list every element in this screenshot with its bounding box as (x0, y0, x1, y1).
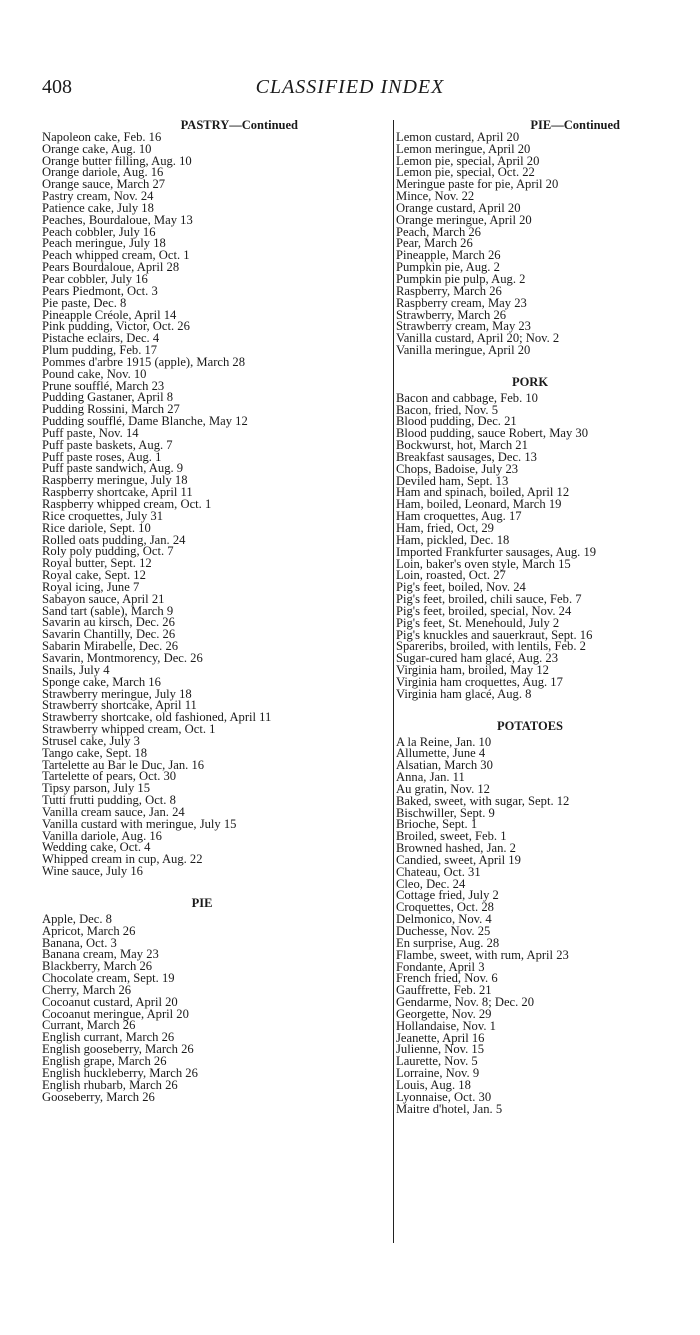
index-entry: Royal cake, Sept. 12 (42, 568, 146, 583)
index-entry: Strawberry meringue, July 18 (42, 686, 192, 701)
index-entry: Raspberry, March 26 (396, 283, 502, 298)
index-entry: Deviled ham, Sept. 13 (396, 473, 509, 488)
index-entry: Banana cream, May 23 (42, 947, 159, 962)
index-entry: Orange butter filling, Aug. 10 (42, 153, 192, 168)
index-entry: Ham and spinach, boiled, April 12 (396, 485, 570, 500)
index-entry: Pumpkin pie, Aug. 2 (396, 260, 500, 275)
index-entry: Peach meringue, July 18 (42, 236, 166, 251)
index-entry: Wine sauce, July 16 (42, 864, 143, 879)
index-entry: Peach whipped cream, Oct. 1 (42, 248, 190, 263)
index-entry: Strawberry cream, May 23 (396, 319, 531, 334)
index-entry: Pineapple, March 26 (396, 248, 501, 263)
index-entry: Vanilla custard with meringue, July 15 (42, 816, 237, 831)
index-entry: Strawberry whipped cream, Oct. 1 (42, 722, 216, 737)
index-entry: Pound cake, Nov. 10 (42, 366, 147, 381)
index-entry: Tartelette au Bar le Duc, Jan. 16 (42, 757, 205, 772)
index-entry: Duchesse, Nov. 25 (396, 924, 491, 938)
index-entry: Ham, pickled, Dec. 18 (396, 532, 510, 547)
index-entry: Sugar-cured ham glacé, Aug. 23 (396, 651, 559, 666)
index-entry: Tango cake, Sept. 18 (42, 745, 148, 760)
index-entry: Ham croquettes, Aug. 17 (396, 509, 522, 524)
index-entry: Baked, sweet, with sugar, Sept. 12 (396, 793, 570, 808)
index-entry: Raspberry cream, May 23 (396, 295, 527, 310)
index-entry: Pie paste, Dec. 8 (42, 295, 127, 310)
right-column (393, 120, 664, 1243)
index-entry: Pumpkin pie pulp, Aug. 2 (396, 271, 526, 286)
index-entry: Broiled, sweet, Feb. 1 (396, 829, 507, 844)
index-entry: Bacon and cabbage, Feb. 10 (396, 390, 538, 405)
index-entry: Virginia ham croquettes, Aug. 17 (396, 674, 563, 689)
index-entry: Pig's feet, broiled, special, Nov. 24 (396, 603, 572, 618)
index-entry: Strusel cake, July 3 (42, 733, 140, 748)
index-entry: Georgette, Nov. 29 (396, 1006, 492, 1021)
index-entry: Delmonico, Nov. 4 (396, 912, 492, 927)
index-entry: Rice dariole, Sept. 10 (42, 520, 151, 535)
index-entry: Cleo, Dec. 24 (396, 876, 466, 891)
index-entry: Imported Frankfurter sausages, Aug. 19 (396, 544, 597, 559)
section-gap (396, 357, 664, 377)
index-entry: Lemon pie, special, April 20 (396, 153, 540, 168)
index-entry: Mince, Nov. 22 (396, 189, 475, 204)
index-entry: Apple, Dec. 8 (42, 911, 112, 926)
index-entry: Bockwurst, hot, March 21 (396, 438, 528, 453)
index-entry: Sabarin Mirabelle, Dec. 26 (42, 639, 179, 654)
index-entry: Wedding cake, Oct. 4 (42, 840, 151, 855)
index-entry: Vanilla dariole, Aug. 16 (42, 828, 162, 843)
index-entry: Fondante, April 3 (396, 959, 485, 974)
index-entry: Strawberry shortcake, old fashioned, April 11 (42, 710, 272, 725)
index-entry: Brioche, Sept. 1 (396, 817, 478, 832)
index-entry: Hollandaise, Nov. 1 (396, 1018, 496, 1033)
index-entry: Lemon pie, special, Oct. 22 (396, 165, 535, 180)
index-entry: Savarin au kirsch, Dec. 26 (42, 615, 175, 630)
index-entry: Savarin, Montmorency, Dec. 26 (42, 650, 203, 665)
index-entry: Lorraine, Nov. 9 (396, 1066, 480, 1081)
index-entry: Cherry, March 26 (42, 982, 132, 997)
index-entry: Snails, July 4 (42, 662, 110, 677)
index-entry: Pudding Gastaner, April 8 (42, 390, 174, 405)
index-entry: Sand tart (sable), March 9 (42, 603, 174, 618)
index-entry: Peach cobbler, July 16 (42, 224, 156, 239)
index-entry: Pastry cream, Nov. 24 (42, 189, 154, 204)
index-entry: Peach, March 26 (396, 224, 481, 239)
index-entry: Julienne, Nov. 15 (396, 1042, 485, 1057)
index-entry: Pommes d'arbre 1915 (apple), March 28 (42, 354, 246, 369)
index-entry: Chocolate cream, Sept. 19 (42, 971, 175, 986)
index-entry: Tutti frutti pudding, Oct. 8 (42, 793, 176, 808)
index-entry: Raspberry meringue, July 18 (42, 473, 188, 488)
index-entry: Blackberry, March 26 (42, 959, 153, 974)
index-entry: Ham, boiled, Leonard, March 19 (396, 497, 562, 512)
index-entry: Bischwiller, Sept. 9 (396, 805, 495, 820)
index-entry: Breakfast sausages, Dec. 13 (396, 449, 537, 464)
index-entry: Gauffrette, Feb. 21 (396, 983, 492, 998)
index-entry: Browned hashed, Jan. 2 (396, 841, 516, 856)
index-entry: English currant, March 26 (42, 1030, 175, 1045)
index-entry: Lemon meringue, April 20 (396, 141, 531, 156)
section-gap (396, 701, 664, 721)
index-entry: En surprise, Aug. 28 (396, 935, 500, 950)
index-entry: English rhubarb, March 26 (42, 1077, 178, 1092)
index-entry: Bacon, fried, Nov. 5 (396, 402, 499, 417)
index-entry: Strawberry, March 26 (396, 307, 507, 322)
index-entry: Puff paste sandwich, Aug. 9 (42, 461, 184, 476)
index-entry: Louis, Aug. 18 (396, 1077, 471, 1092)
index-entry: Vanilla cream sauce, Jan. 24 (42, 804, 185, 819)
index-entry: Orange dariole, Aug. 16 (42, 165, 164, 180)
index-entry: Pineapple Créole, April 14 (42, 307, 177, 322)
index-entry: Pistache eclairs, Dec. 4 (42, 331, 160, 346)
index-entry: Puff paste roses, Aug. 1 (42, 449, 162, 464)
index-entry: Virginia ham glacé, Aug. 8 (396, 686, 532, 701)
index-entry: Lemon custard, April 20 (396, 129, 520, 144)
index-entry: Ham, fried, Oct, 29 (396, 521, 494, 535)
index-entry: Virginia ham, broiled, May 12 (396, 663, 549, 678)
index-entry: Rice croquettes, July 31 (42, 508, 164, 523)
index-entry: Orange meringue, April 20 (396, 212, 532, 227)
index-entry: French fried, Nov. 6 (396, 971, 498, 986)
index-entry: Sponge cake, March 16 (42, 674, 161, 689)
index-entry: Orange sauce, March 27 (42, 177, 166, 192)
section-gap (42, 878, 362, 898)
index-entry: Raspberry shortcake, April 11 (42, 485, 193, 500)
index-entry: Savarin Chantilly, Dec. 26 (42, 627, 176, 642)
index-entry: Pears Bourdaloue, April 28 (42, 260, 180, 275)
index-entry: Pig's feet, boiled, Nov. 24 (396, 580, 526, 595)
index-entry: Royal butter, Sept. 12 (42, 556, 152, 571)
index-entry: Lyonnaise, Oct. 30 (396, 1089, 492, 1104)
index-entry: Currant, March 26 (42, 1018, 136, 1033)
index-entry: Pears Piedmont, Oct. 3 (42, 283, 158, 298)
index-entry: Pig's knuckles and sauerkraut, Sept. 16 (396, 627, 593, 642)
index-entry: Cocoanut meringue, April 20 (42, 1006, 189, 1021)
index-entry: Chops, Badoise, July 23 (396, 461, 519, 476)
section-heading: PIE (191, 896, 213, 910)
index-entry: Patience cake, July 18 (42, 200, 154, 215)
section-heading: POTATOES (497, 718, 563, 733)
index-entry: Meringue paste for pie, April 20 (396, 177, 559, 192)
index-entry: Apricot, March 26 (42, 923, 136, 938)
index-entry: Maitre d'hotel, Jan. 5 (396, 1101, 503, 1116)
page-number: 408 (42, 76, 72, 98)
index-entry: Raspberry whipped cream, Oct. 1 (42, 497, 212, 511)
index-entry: Whipped cream in cup, Aug. 22 (42, 852, 203, 867)
index-entry: Loin, baker's oven style, March 15 (396, 556, 571, 571)
left-column (42, 120, 362, 1103)
index-entry: Orange cake, Aug. 10 (42, 141, 152, 156)
index-entry: Pear cobbler, July 16 (42, 271, 148, 286)
index-entry: Pudding Rossini, March 27 (42, 402, 180, 417)
index-entry: Napoleon cake, Feb. 16 (42, 129, 162, 144)
index-entry: Chateau, Oct. 31 (396, 864, 481, 879)
section-heading: PIE—Continued (530, 118, 620, 132)
section-heading: PORK (511, 374, 549, 389)
running-head: CLASSIFIED INDEX (255, 76, 445, 98)
index-entry: Peaches, Bourdaloue, May 13 (42, 212, 193, 227)
index-entry: Vanilla custard, April 20; Nov. 2 (396, 331, 560, 346)
index-entry: Sabayon sauce, April 21 (42, 591, 165, 606)
index-entry: Loin, roasted, Oct. 27 (396, 568, 506, 583)
index-entry: Rolled oats pudding, Jan. 24 (42, 532, 186, 547)
index-entry: Au gratin, Nov. 12 (396, 781, 490, 796)
index-entry: Tipsy parson, July 15 (42, 781, 150, 796)
index-entry: Plum pudding, Feb. 17 (42, 343, 158, 358)
index-entry: Vanilla meringue, April 20 (396, 343, 531, 358)
index-entry: Puff paste, Nov. 14 (42, 425, 139, 440)
index-entry: Cottage fried, July 2 (396, 888, 499, 903)
index-entry: Pink pudding, Victor, Oct. 26 (42, 319, 190, 334)
index-entry: Banana, Oct. 3 (42, 935, 117, 950)
index-entry: Flambe, sweet, with rum, April 23 (396, 947, 569, 962)
index-entry: Gendarme, Nov. 8; Dec. 20 (396, 995, 535, 1010)
index-entry: Croquettes, Oct. 28 (396, 900, 494, 915)
index-entry: Roly poly pudding, Oct. 7 (42, 544, 174, 559)
index-entry: Candied, sweet, April 19 (396, 852, 521, 867)
index-entry: Prune soufflé, March 23 (42, 378, 165, 393)
index-entry: Spareribs, broiled, with lentils, Feb. 2 (396, 639, 586, 654)
index-entry: Pig's feet, broiled, chili sauce, Feb. 7 (396, 592, 582, 607)
index-entry: English gooseberry, March 26 (42, 1042, 194, 1057)
index-entry: Blood pudding, Dec. 21 (396, 414, 517, 429)
index-entry: Puff paste baskets, Aug. 7 (42, 437, 173, 452)
index-entry: Cocoanut custard, April 20 (42, 994, 178, 1009)
index-entry: Tartelette of pears, Oct. 30 (42, 769, 177, 784)
index-entry: Pudding soufflé, Dame Blanche, May 12 (42, 414, 248, 429)
index-entry: Pig's feet, St. Menehould, July 2 (396, 615, 560, 630)
index-entry: Orange custard, April 20 (396, 200, 521, 215)
section-heading: PASTRY—Continued (180, 118, 298, 132)
index-entry: Blood pudding, sauce Robert, May 30 (396, 426, 589, 441)
index-entry: Alsatian, March 30 (396, 758, 493, 773)
index-entry: A la Reine, Jan. 10 (396, 734, 492, 749)
index-entry: Laurette, Nov. 5 (396, 1054, 478, 1069)
index-entry: Jeanette, April 16 (396, 1030, 485, 1045)
index-entry: English huckleberry, March 26 (42, 1065, 198, 1080)
index-entry: English grape, March 26 (42, 1053, 167, 1068)
index-entry: Allumette, June 4 (396, 746, 486, 761)
index-entry: Gooseberry, March 26 (42, 1089, 155, 1104)
index-entry: Pear, March 26 (396, 236, 473, 251)
index-entry: Royal icing, June 7 (42, 579, 140, 594)
index-entry: Anna, Jan. 11 (396, 770, 465, 785)
index-entry: Strawberry shortcake, April 11 (42, 698, 197, 713)
